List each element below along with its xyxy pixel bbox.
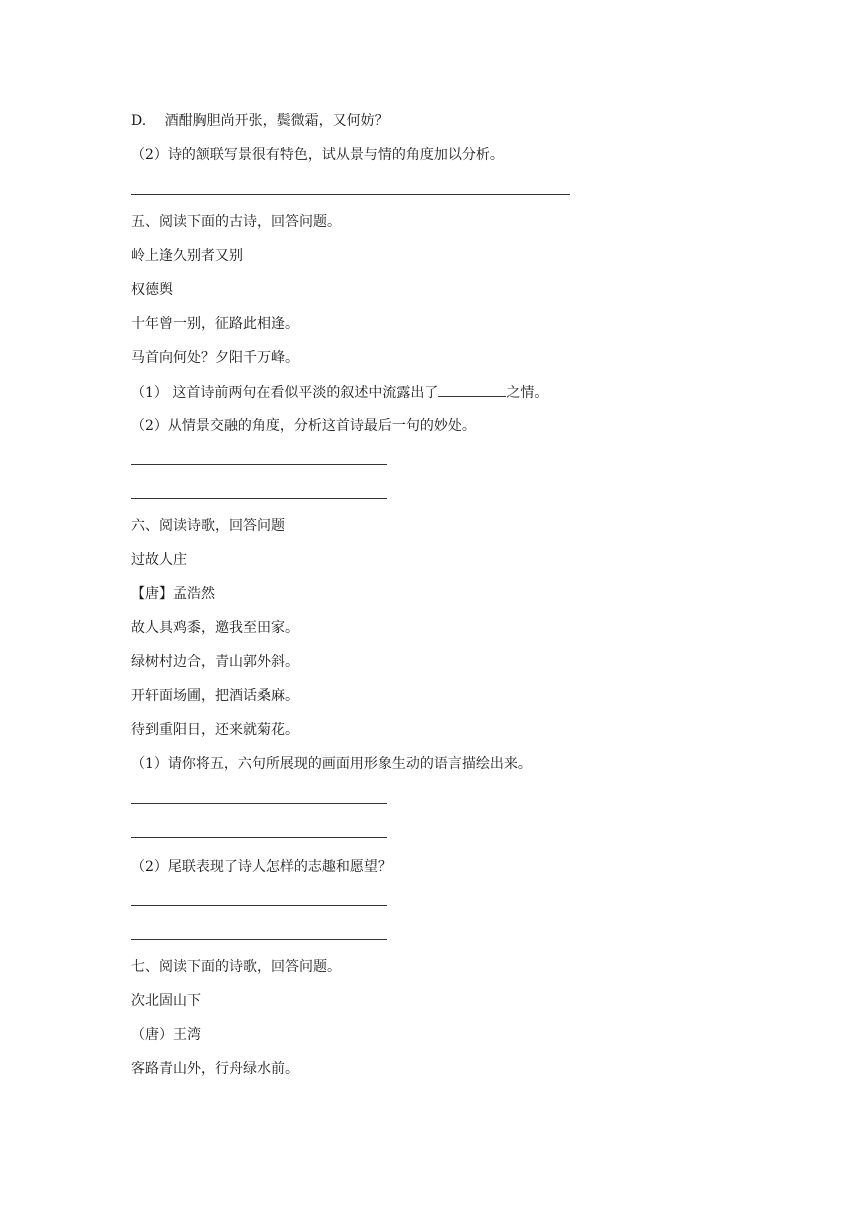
answer-line xyxy=(131,837,387,838)
poem-line: 十年曾一别，征路此相逢。 xyxy=(131,316,299,332)
poem-author: 【唐】孟浩然 xyxy=(131,586,215,602)
poem-author: 权德舆 xyxy=(131,282,173,298)
question-1-prompt xyxy=(131,382,548,403)
section-7-heading: 七、阅读下面的诗歌，回答问题。 xyxy=(131,959,341,975)
poem-author: （唐）王湾 xyxy=(131,1027,201,1043)
poem-line: 故人具鸡黍，邀我至田家。 xyxy=(131,620,299,636)
answer-line xyxy=(131,905,387,906)
answer-line xyxy=(131,939,387,940)
question-2-prompt: （2）从情景交融的角度，分析这首诗最后一句的妙处。 xyxy=(131,418,476,434)
poem-title: 次北固山下 xyxy=(131,993,201,1009)
answer-line xyxy=(131,803,387,804)
poem-title: 岭上逢久别者又别 xyxy=(131,248,243,264)
fill-blank[interactable] xyxy=(438,382,506,397)
answer-line xyxy=(131,498,387,499)
option-d: D. 酒酣胸胆尚开张，鬓微霜，又何妨？ xyxy=(131,113,389,129)
answer-line xyxy=(131,464,387,465)
question-text: （1） 这首诗前两句在看似平淡的叙述中流露出了 xyxy=(131,385,439,401)
poem-line: 绿树村边合，青山郭外斜。 xyxy=(131,654,299,670)
poem-line: 待到重阳日，还来就菊花。 xyxy=(131,722,299,738)
poem-title: 过故人庄 xyxy=(131,552,187,568)
question-text-end: 之情。 xyxy=(506,385,549,401)
question-1-prompt: （1）请你将五，六句所展现的画面用形象生动的语言描绘出来。 xyxy=(131,756,532,772)
section-5-heading: 五、阅读下面的古诗，回答问题。 xyxy=(131,214,341,230)
question-2-prompt: （2）尾联表现了诗人怎样的志趣和愿望？ xyxy=(131,859,392,875)
answer-line xyxy=(131,194,570,195)
poem-line: 开轩面场圃，把酒话桑麻。 xyxy=(131,688,299,704)
question-2-prompt: （2）诗的颔联写景很有特色，试从景与情的角度加以分析。 xyxy=(131,147,504,163)
poem-line: 客路青山外，行舟绿水前。 xyxy=(131,1061,299,1077)
poem-line: 马首向何处？夕阳千万峰。 xyxy=(131,350,299,366)
section-6-heading: 六、阅读诗歌，回答问题 xyxy=(131,518,285,534)
